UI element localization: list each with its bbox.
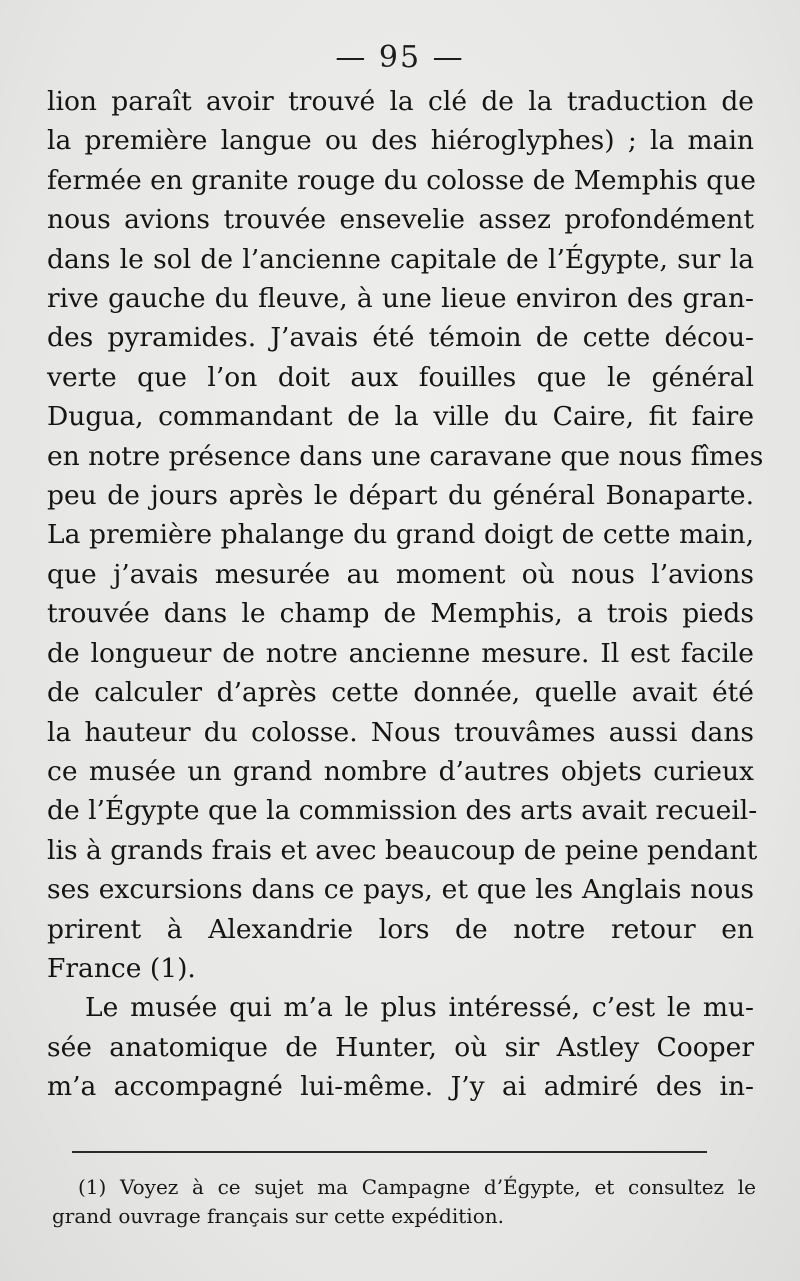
text-line: que j’avais mesurée au moment où nous l’avions xyxy=(47,558,754,590)
text-line: lis à grands frais et avec beaucoup de peine pendant xyxy=(47,834,758,866)
text-line: ce musée un grand nombre d’autres objets curieux xyxy=(47,755,754,787)
text-line: Dugua, commandant de la ville du Caire, fit faire xyxy=(47,401,754,433)
text-line: Le musée qui m’a le plus intéressé, c’est le mu- xyxy=(85,992,754,1024)
footnote xyxy=(52,1173,756,1231)
footnote-line: grand ouvrage français sur cette expédition. xyxy=(52,1204,504,1228)
paragraph-1 xyxy=(47,82,764,988)
text-line: de longueur de notre ancienne mesure. Il est facile xyxy=(47,637,754,669)
footnote-rule xyxy=(72,1151,707,1153)
text-line: nous avions trouvée ensevelie assez profondément xyxy=(47,204,754,236)
footnote-line: (1) Voyez à ce sujet ma Campagne d’Égypte, et consultez le xyxy=(78,1175,756,1199)
text-line: fermée en granite rouge du colosse de Memphis que xyxy=(47,164,756,196)
text-line: trouvée dans le champ de Memphis, a trois pieds xyxy=(47,598,754,630)
text-line: peu de jours après le départ du général Bonaparte. xyxy=(47,480,754,512)
page-number: — 95 — xyxy=(335,40,465,75)
text-line: de l’Égypte que la commission des arts avait recueil- xyxy=(47,795,758,827)
text-line: la hauteur du colosse. Nous trouvâmes aussi dans xyxy=(47,716,754,748)
text-line: La première phalange du grand doigt de cette main, xyxy=(47,519,754,551)
paragraph-2 xyxy=(47,988,754,1106)
text-line: France (1). xyxy=(47,952,196,984)
body-text xyxy=(47,82,764,1107)
text-line: lion paraît avoir trouvé la clé de la traduction de xyxy=(47,86,754,117)
text-line: verte que l’on doit aux fouilles que le général xyxy=(47,361,754,393)
text-line: en notre présence dans une caravane que nous fîmes xyxy=(47,440,764,472)
text-line: des pyramides. J’avais été témoin de cette décou- xyxy=(47,322,754,354)
text-line: dans le sol de l’ancienne capitale de l’Égypte, sur la xyxy=(47,243,754,275)
text-line: prirent à Alexandrie lors de notre retour en xyxy=(47,913,754,945)
text-line: ses excursions dans ce pays, et que les Anglais nous xyxy=(47,874,754,906)
text-line: sée anatomique de Hunter, où sir Astley Cooper xyxy=(47,1031,754,1063)
text-line: la première langue ou des hiéroglyphes) ; la main xyxy=(47,125,754,157)
text-line: rive gauche du fleuve, à une lieue environ des gran- xyxy=(47,283,754,315)
text-line: de calculer d’après cette donnée, quelle avait été xyxy=(47,677,754,709)
text-line: m’a accompagné lui-même. J’y ai admiré des in- xyxy=(47,1071,754,1103)
